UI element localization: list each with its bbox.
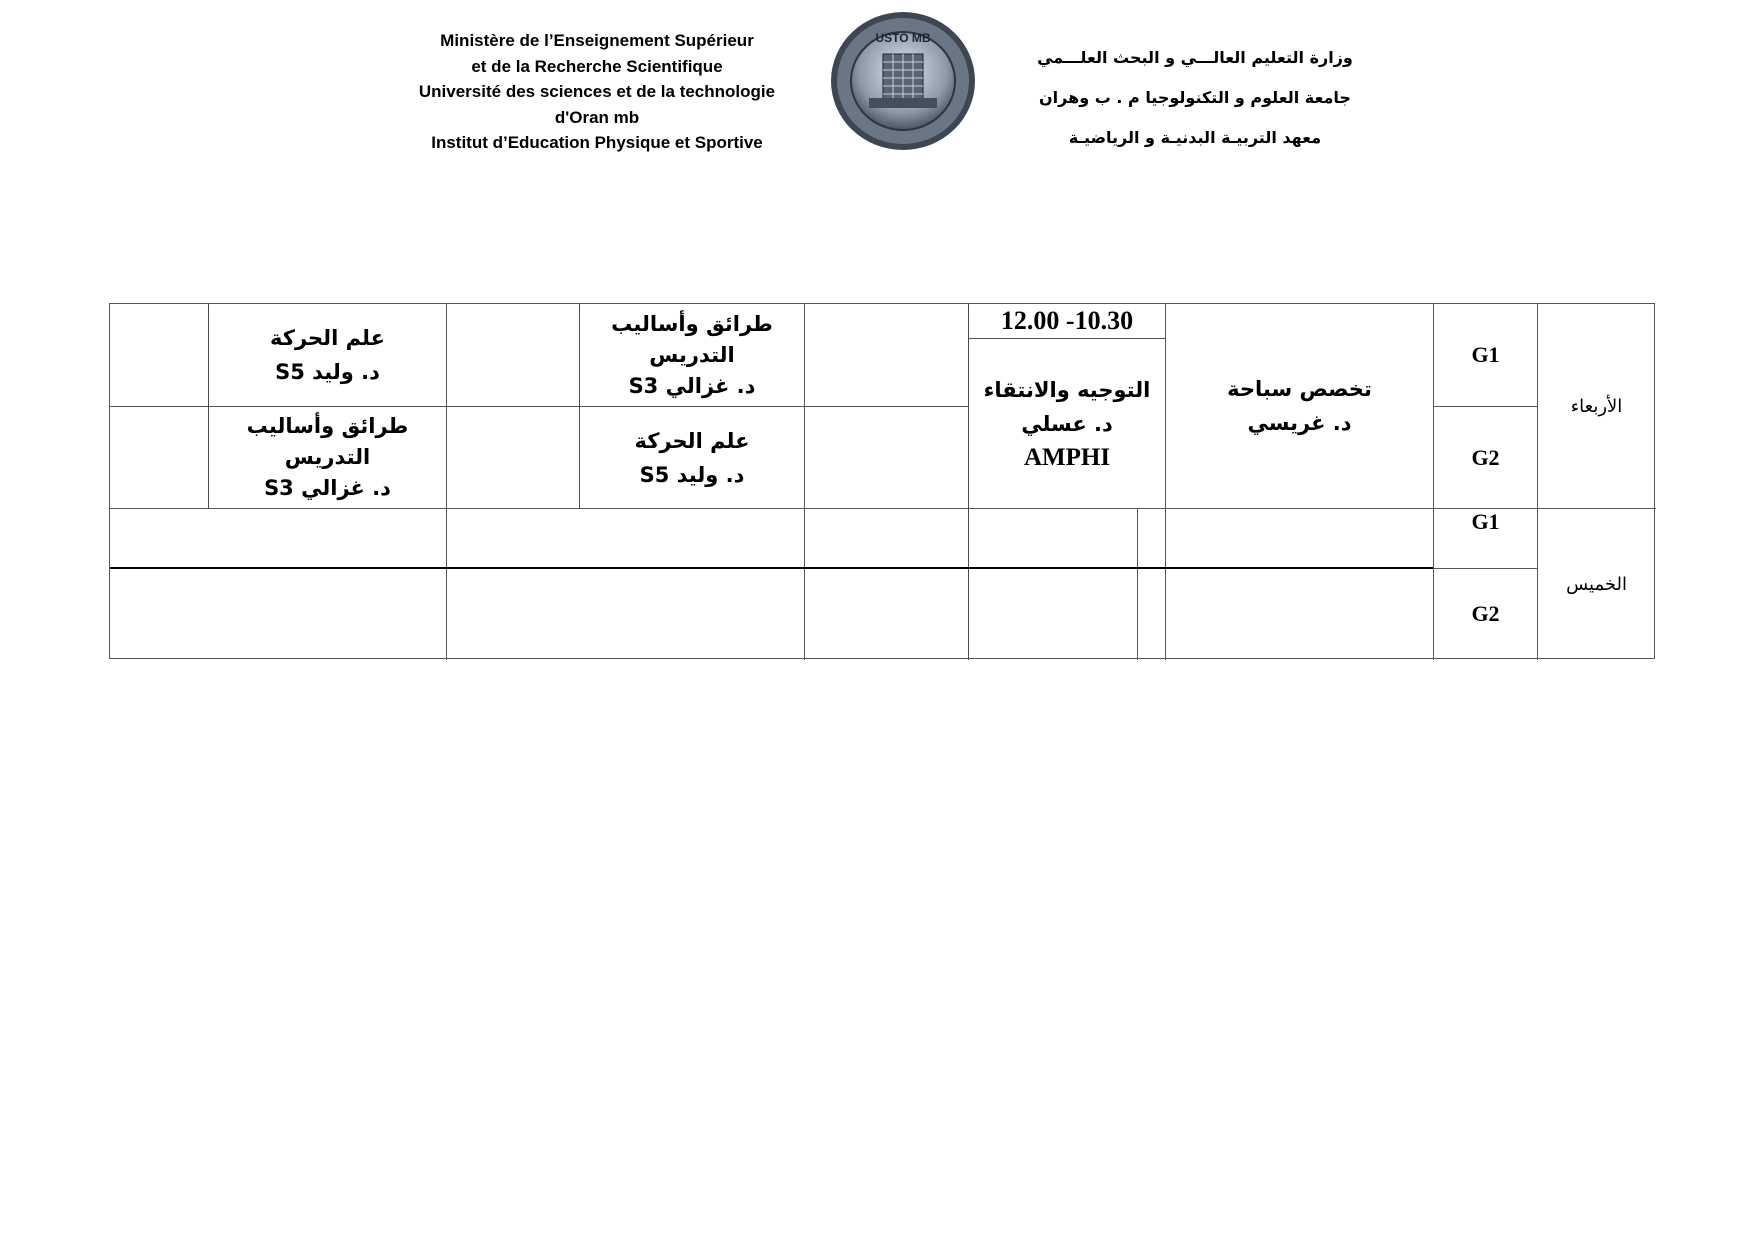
course-kinesiology-g2 bbox=[580, 407, 804, 508]
course-title: تخصص سباحة bbox=[1227, 377, 1372, 401]
ar-line-institute: معهد التربيـة البدنيـة و الرياضيـة bbox=[1068, 128, 1322, 147]
ar-line-university: جامعة العلوم و التكنولوجيا م . ب وهران bbox=[1039, 88, 1351, 107]
day-thursday: الخميس bbox=[1566, 573, 1627, 595]
ar-line-ministry: وزارة التعليم العالـــي و البحث العلـــمي bbox=[1037, 48, 1353, 67]
timetable-grid bbox=[109, 303, 1655, 659]
fr-line-research: et de la Recherche Scientifique bbox=[471, 56, 723, 76]
fr-line-university: Université des sciences et de la technologie bbox=[418, 82, 776, 101]
fr-line-city: d'Oran mb bbox=[554, 107, 640, 127]
group-g2-thursday: G2 bbox=[1471, 601, 1500, 626]
course-teacher: د. غزالي S3 bbox=[264, 476, 391, 500]
university-seal-logo bbox=[829, 10, 977, 152]
course-teacher: د. وليد S5 bbox=[275, 360, 380, 384]
course-teacher: د. غزالي S3 bbox=[628, 373, 756, 398]
course-title: طرائق وأساليب bbox=[611, 311, 773, 336]
course-teacher: د. غريسي bbox=[1247, 411, 1352, 435]
course-teaching-methods-g1 bbox=[580, 304, 804, 406]
course-title-cont: التدريس bbox=[649, 342, 735, 367]
course-title-cont: التدريس bbox=[284, 445, 371, 469]
course-title: التوجيه والانتقاء bbox=[983, 377, 1151, 402]
arabic-institution-header bbox=[995, 38, 1395, 158]
group-g1-thursday: G1 bbox=[1471, 509, 1500, 534]
logo-wordmark: USTO MB bbox=[875, 31, 931, 45]
fr-line-institute: Institut d’Education Physique et Sportive bbox=[431, 133, 763, 152]
french-institution-header bbox=[392, 28, 802, 156]
course-swimming bbox=[1166, 304, 1433, 508]
course-teaching-methods-g2 bbox=[209, 407, 446, 508]
course-teacher: د. عسلي bbox=[1021, 411, 1113, 436]
course-title: علم الحركة bbox=[270, 326, 385, 350]
time-slot: 12.00 -10.30 bbox=[1000, 306, 1134, 335]
day-wednesday: الأربعاء bbox=[1570, 395, 1623, 417]
course-orientation bbox=[969, 339, 1165, 508]
course-room: AMPHI bbox=[1023, 443, 1111, 471]
course-title: علم الحركة bbox=[634, 428, 750, 453]
group-g1-wednesday: G1 bbox=[1471, 342, 1500, 367]
course-title: طرائق وأساليب bbox=[246, 414, 409, 438]
fr-line-ministry: Ministère de l’Enseignement Supérieur bbox=[440, 31, 754, 50]
course-teacher: د. وليد S5 bbox=[639, 462, 745, 487]
course-kinesiology-g1 bbox=[209, 304, 446, 406]
group-g2-wednesday: G2 bbox=[1471, 444, 1500, 470]
